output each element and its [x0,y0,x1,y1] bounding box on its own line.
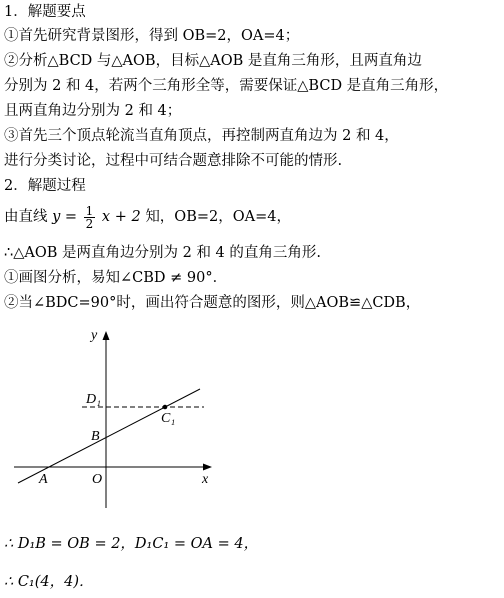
coordinate-figure [0,320,230,520]
label-d1: D₁ [86,392,101,407]
text-line: 进行分类讨论，过程中可结合题意排除不可能的情形. [4,153,343,169]
y-axis-arrow-icon [103,331,110,340]
equation-prefix: 由直线 [4,209,48,225]
text-line: 分别为 2 和 4，若两个三角形全等，需要保证△BCD 是直角三角形， [4,78,449,94]
label-a: A [39,472,48,487]
text-line: ②当∠BDC=90°时，画出符合题意的图形，则△AOB≌△CDB， [4,295,421,311]
line-graph [18,389,200,483]
text-line: ①画图分析，易知∠CBD ≠ 90°． [4,270,228,286]
label-o: O [92,472,103,487]
label-x: x [202,472,209,487]
equation-right: x + 2 [101,209,141,225]
fraction-denominator: 2 [85,216,94,231]
label-y: y [91,328,98,343]
text-line: ③首先三个顶点轮流当直角顶点，再控制两直角边为 2 和 4， [4,128,399,144]
conclusion-line: ∴ D₁B = OB = 2，D₁C₁ = OA = 4， [4,536,259,552]
heading-solution: 2．解题过程 [4,178,86,194]
equation-left: y = [52,209,78,225]
equation-line [4,203,291,231]
point-c1 [163,405,168,410]
label-b: B [91,429,100,444]
text-line: ②分析△BCD 与△AOB，目标△AOB 是直角三角形，且两直角边 [4,53,422,69]
x-axis-arrow-icon [203,464,212,471]
fraction [84,205,96,230]
text-line: ①首先研究背景图形，得到 OB=2，OA=4； [4,28,300,44]
fraction-numerator: 1 [85,203,94,218]
equation-suffix: 知，OB=2，OA=4， [145,209,291,225]
text-line: ∴△AOB 是两直角边分别为 2 和 4 的直角三角形. [4,245,321,261]
label-c1: C₁ [161,411,176,426]
conclusion-line: ∴ C₁(4，4)． [4,574,94,590]
text-line: 且两直角边分别为 2 和 4； [4,103,182,119]
heading-key-points: 1．解题要点 [4,4,86,20]
